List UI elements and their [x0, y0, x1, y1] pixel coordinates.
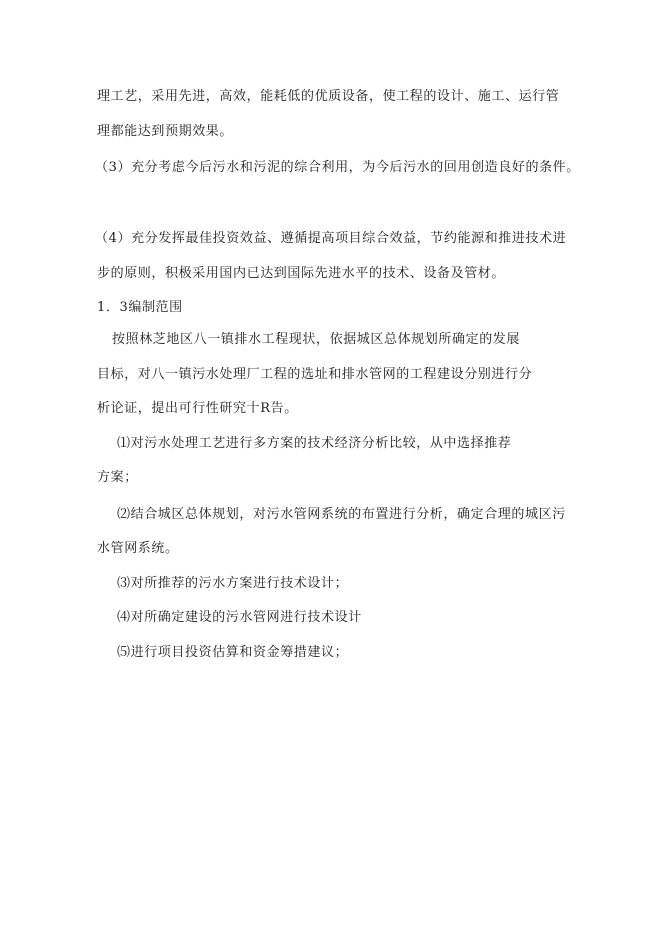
paragraph-line: （4）充分发挥最佳投资效益、遵循提高项目综合效益，节约能源和推进技术进	[95, 231, 567, 246]
paragraph-line: 水管网系统。	[97, 541, 179, 556]
paragraph-line: 目标，对八一镇污水处理厂工程的选址和排水管网的工程建设分别进行分	[97, 367, 533, 382]
paragraph-line: 析论证，提出可行性研究十R告。	[97, 401, 298, 416]
paragraph-line: 步的原则，积极采用国内已达到国际先进水平的技术、设备及管材。	[97, 266, 506, 281]
list-item: ⑵结合城区总体规划，对污水管网系统的布置进行分析，确定合理的城区污	[117, 507, 566, 522]
section-heading: 1．3编制范围	[97, 300, 183, 315]
list-item: ⑶对所推荐的污水方案进行技术设计；	[117, 576, 349, 591]
paragraph-line: 理都能达到预期效果。	[97, 124, 234, 139]
paragraph-line: 按照林芝地区八一镇排水工程现状，依据城区总体规划所确定的发展	[112, 332, 521, 347]
paragraph-line: 方案；	[97, 470, 138, 485]
list-item: ⑴对污水处理工艺进行多方案的技术经济分析比较，从中选择推荐	[117, 436, 512, 451]
paragraph-line: 理工艺，采用先进，高效，能耗低的优质设备，使工程的设计、施工、运行管	[97, 89, 560, 104]
paragraph-line: （3）充分考虑今后污水和污泥的综合利用，为今后污水的回用创造良好的条件。	[95, 160, 580, 175]
list-item: ⑸进行项目投资估算和资金筹措建议；	[117, 645, 349, 660]
list-item: ⑷对所确定建设的污水管网进行技术设计	[117, 610, 362, 625]
